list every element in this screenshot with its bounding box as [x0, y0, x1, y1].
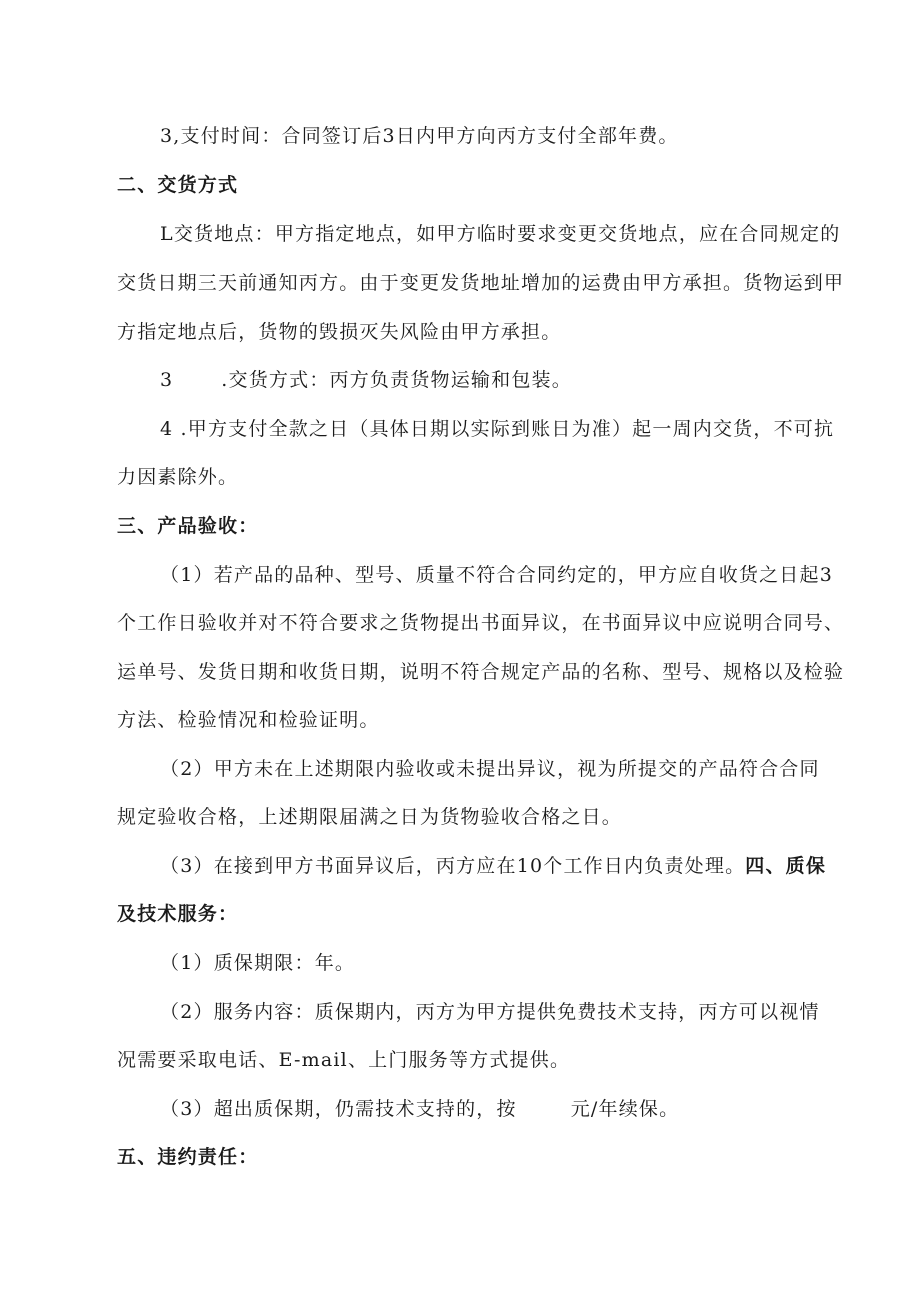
renewal-paragraph: [160, 1097, 679, 1121]
renewal-suffix: 元/年续保。: [570, 1098, 680, 1120]
section-3-title: 三、产品验收：: [117, 515, 259, 537]
section-2-title: 二、交货方式: [117, 174, 239, 196]
acceptance-item-3-text: （3）在接到甲方书面异议后，丙方应在10个工作日内负责处理。: [160, 855, 746, 877]
delivery-method-paragraph: [160, 368, 572, 392]
acceptance-item-2-line-2: 规定验收合格，上述期限届满之日为货物验收合格之日。: [117, 806, 623, 828]
delivery-time-line-2: 力因素除外。: [117, 466, 239, 488]
delivery-location-line-1: L交货地点：甲方指定地点，如甲方临时要求变更交货地点，应在合同规定的: [160, 223, 841, 245]
delivery-location-line-3: 方指定地点后，货物的毁损灭失风险由甲方承担。: [117, 321, 562, 343]
acceptance-item-1-line-4: 方法、检验情况和检验证明。: [117, 709, 380, 731]
acceptance-item-2-line-1: （2）甲方未在上述期限内验收或未提出异议，视为所提交的产品符合合同: [160, 758, 820, 780]
acceptance-item-3-line-1: [160, 854, 826, 878]
payment-time-paragraph: 3,支付时间：合同签订后3日内甲方向丙方支付全部年费。: [160, 125, 679, 147]
delivery-location-line-2: 交货日期三天前通知丙方。由于变更发货地址增加的运费由甲方承担。货物运到甲: [117, 272, 845, 294]
delivery-time-line-1: 4 .甲方支付全款之日（具体日期以实际到账日为准）起一周内交货，不可抗: [160, 418, 835, 440]
acceptance-item-1-line-2: 个工作日验收并对不符合要求之货物提出书面异议，在书面异议中应说明合同号、: [117, 612, 845, 634]
section-4-title-part-1: 四、质保: [745, 855, 827, 877]
service-content-line-1: （2）服务内容：质保期内，丙方为甲方提供免费技术支持，丙方可以视情: [160, 1001, 820, 1023]
delivery-method-number: 3: [160, 369, 174, 391]
service-content-line-2: 况需要采取电话、E-mail、上门服务等方式提供。: [117, 1049, 571, 1071]
renewal-prefix: （3）超出质保期，仍需技术支持的，按: [160, 1098, 517, 1120]
section-4-title-part-2: 及技术服务：: [117, 903, 239, 925]
warranty-period-paragraph: （1）质保期限：年。: [160, 952, 356, 974]
delivery-method-text: .交货方式：丙方负责货物运输和包装。: [221, 369, 572, 391]
acceptance-item-1-line-3: 运单号、发货日期和收货日期，说明不符合规定产品的名称、型号、规格以及检验: [117, 661, 845, 683]
acceptance-item-1-line-1: （1）若产品的品种、型号、质量不符合合同约定的，甲方应自收货之日起3: [160, 564, 833, 586]
section-5-title: 五、违约责任：: [117, 1146, 259, 1168]
